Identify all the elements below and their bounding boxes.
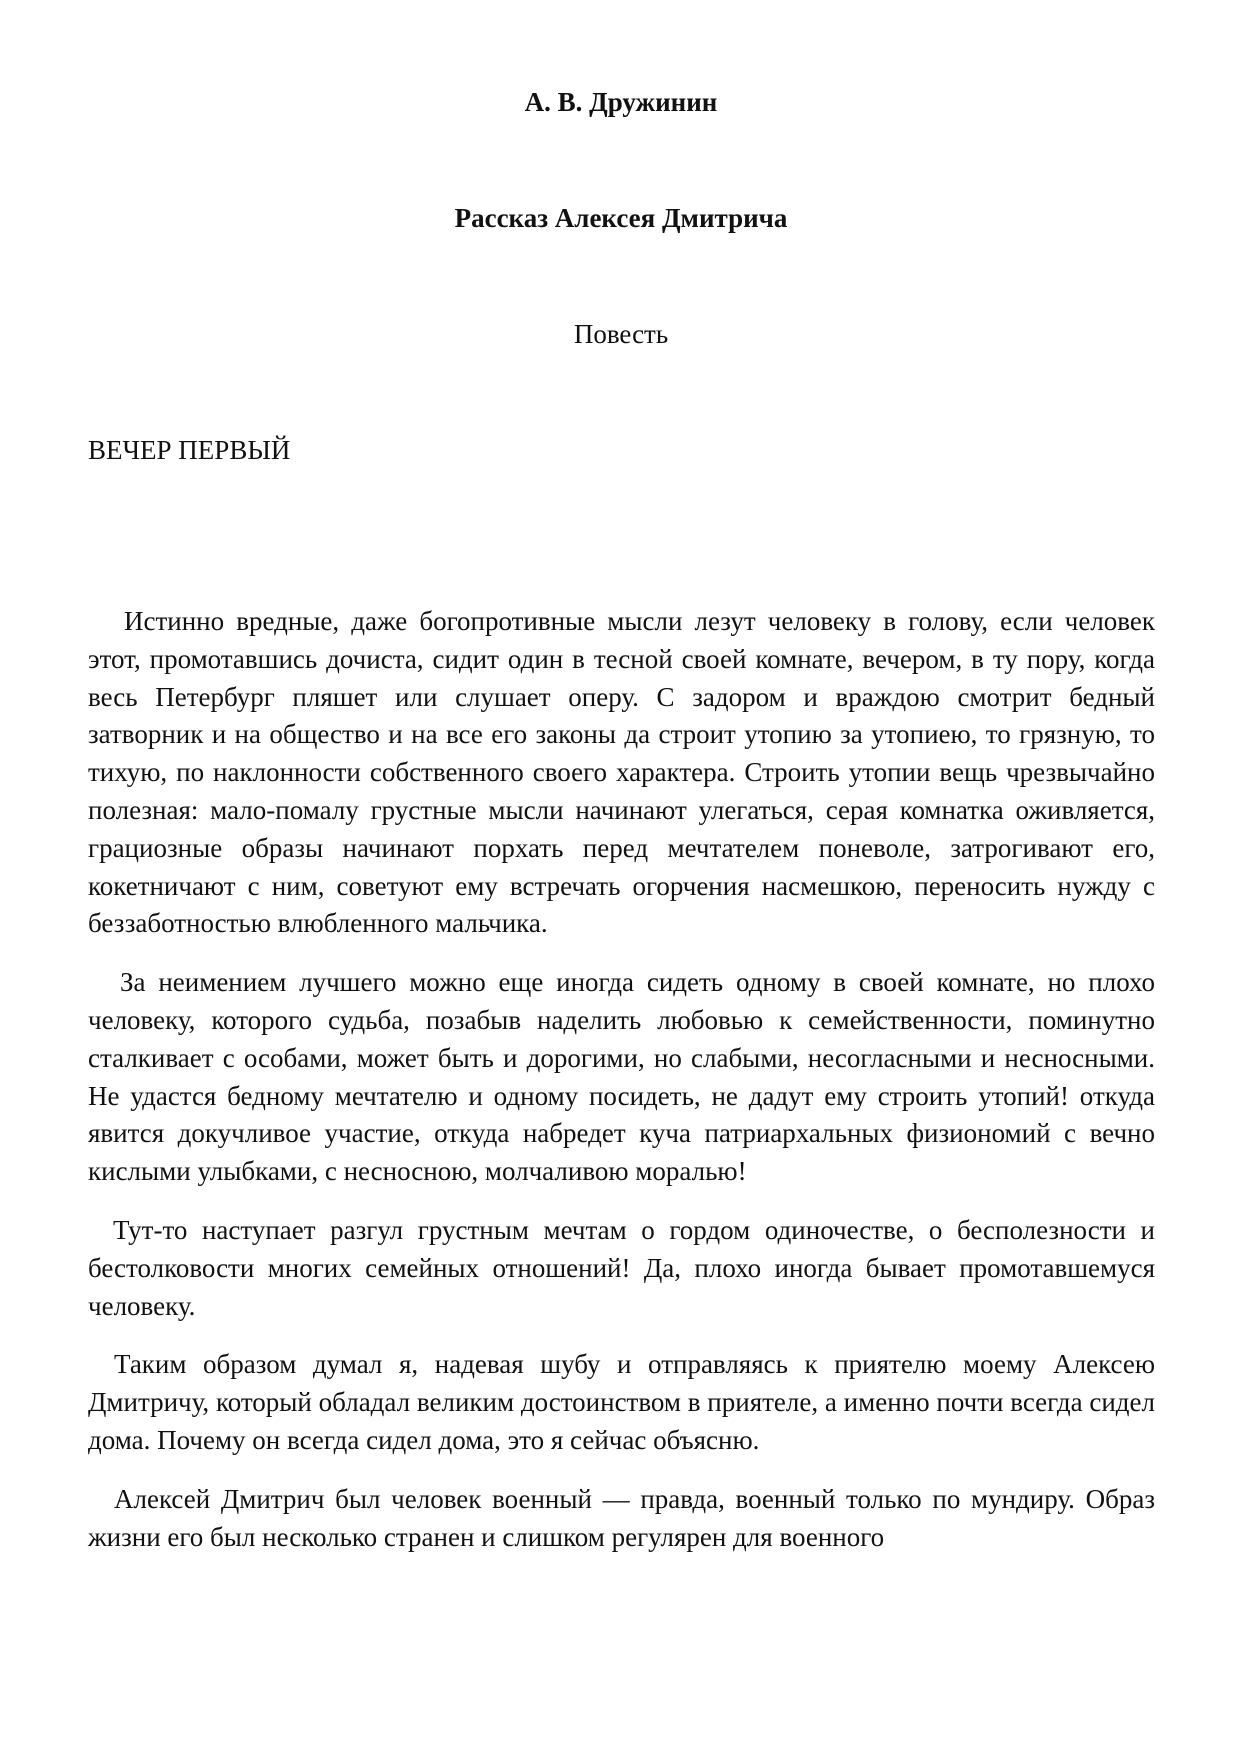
genre-label: Повесть (573, 319, 669, 349)
paragraph: За неимением лучшего можно еще иногда сидеть одному в своей комнате, но плохо человеку, которого судьба, позабыв наделить любовью к семейственности, поминутно сталкивает с особами, может быть и дорогими, но слабыми, несогласными и несносными. Не удастся бедному мечтателю и одному посидеть, не дадут ему строить утопий! откуда явится докучливое участие, откуда набредет куча патриархальных физиономий с вечно кислыми улыбками, с несносною, молчаливою моралью! (88, 967, 1155, 1187)
chapter-heading: ВЕЧЕР ПЕРВЫЙ (88, 435, 291, 465)
author-name: А. В. Дружинин (524, 87, 718, 117)
paragraph: Тут-то наступает разгул грустным мечтам о гордом одиночестве, о бесполезности и бестолковости многих семейных отношений! Да, плохо иногда бывает промотавшемуся человеку. (88, 1214, 1155, 1321)
paragraph: Таким образом думал я, надевая шубу и отправляясь к приятелю моему Алексею Дмитричу, который обладал великим достоинством в приятеле, а именно почти всегда сидел дома. Почему он всегда сидел дома, это я сейчас объясню. (88, 1349, 1155, 1455)
story-title: Рассказ Алексея Дмитрича (454, 203, 788, 233)
paragraph: Алексей Дмитрич был человек военный — правда, военный только по мундиру. Образ жизни его был несколько странен и слишком регулярен для военного (88, 1483, 1155, 1552)
body-text (88, 603, 1155, 1577)
paragraph: Истинно вредные, даже богопротивные мысли лезут человеку в голову, если человек этот, промотавшись дочиста, сидит один в тесной своей комнате, вечером, в ту пору, когда весь Петербург пляшет или слушает оперу. С задором и враждою смотрит бедный затворник и на общество и на все его законы да строит утопию за утопиею, то грязную, то тихую, по наклонности собственного своего характера. Строить утопии вещь чрезвычайно полезная: мало-помалу грустные мысли начинают улегаться, серая комнатка оживляется, грациозные образы начинают порхать перед мечтателем поневоле, затрогивают его, кокетничают с ним, советуют ему встречать огорчения насмешкою, переносить нужду с беззаботностью влюбленного мальчика. (88, 606, 1155, 939)
